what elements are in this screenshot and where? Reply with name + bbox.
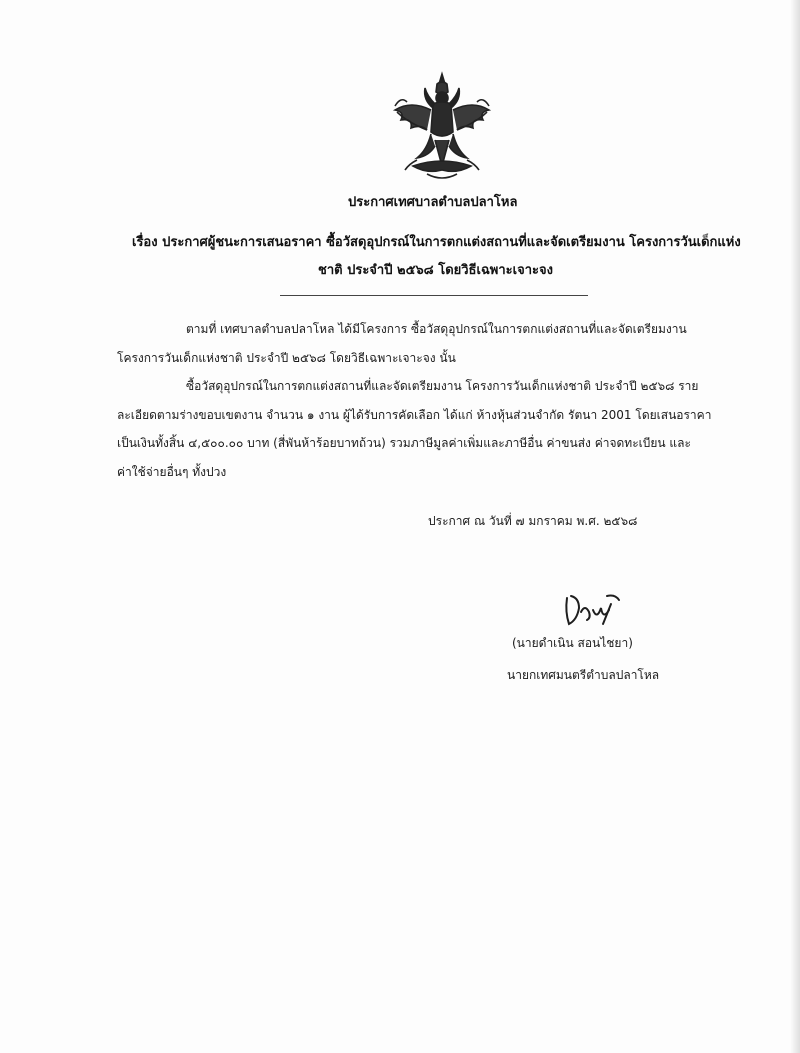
paragraph-2-line-4: ค่าใช้จ่ายอื่นๆ ทั้งปวง: [117, 465, 227, 479]
garuda-emblem-icon: [387, 70, 497, 185]
paragraph-1-line-1: ตามที่ เทศบาลตำบลปลาโหล ได้มีโครงการ ซื้อวัสดุอุปกรณ์ในการตกแต่งสถานที่และจัดเตรียมงาน: [186, 322, 687, 336]
signer-position: นายกเทศมนตรีตำบลปลาโหล: [507, 668, 660, 682]
paragraph-1-line-2: โครงการวันเด็กแห่งชาติ ประจำปี ๒๕๖๘ โดยวิธีเฉพาะเจาะจง นั้น: [117, 351, 456, 365]
announcement-date: ประกาศ ณ วันที่ ๗ มกราคม พ.ศ. ๒๕๖๘: [428, 514, 638, 528]
document-subject-line-2: ชาติ ประจำปี ๒๕๖๘ โดยวิธีเฉพาะเจาะจง: [318, 263, 553, 278]
paragraph-2-line-1: ซื้อวัสดุอุปกรณ์ในการตกแต่งสถานที่และจัดเตรียมงาน โครงการวันเด็กแห่งชาติ ประจำปี ๒๕๖๘ ราย: [186, 379, 699, 393]
document-subject-line-1: เรื่อง ประกาศผู้ชนะการเสนอราคา ซื้อวัสดุอุปกรณ์ในการตกแต่งสถานที่และจัดเตรียมงาน โครงการวันเด็กแห่ง: [132, 235, 741, 250]
title-divider: [280, 295, 588, 296]
signer-name: (นายดำเนิน สอนไชยา): [512, 636, 633, 650]
page-edge-shadow: [790, 0, 800, 1053]
paragraph-2-line-2: ละเอียดตามร่างขอบเขตงาน จำนวน ๑ งาน ผู้ได้รับการคัดเลือก ได้แก่ ห้างหุ้นส่วนจำกัด รัตนา 2001 โดยเสนอราคา: [117, 408, 712, 422]
paragraph-2-line-3: เป็นเงินทั้งสิ้น ๔,๕๐๐.๐๐ บาท (สี่พันห้าร้อยบาทถ้วน) รวมภาษีมูลค่าเพิ่มและภาษีอื่น ค่าขนส่ง ค่าจดทะเบียน และ: [117, 436, 691, 450]
handwritten-signature: [557, 590, 623, 630]
document-authority-title: ประกาศเทศบาลตำบลปลาโหล: [348, 195, 518, 210]
